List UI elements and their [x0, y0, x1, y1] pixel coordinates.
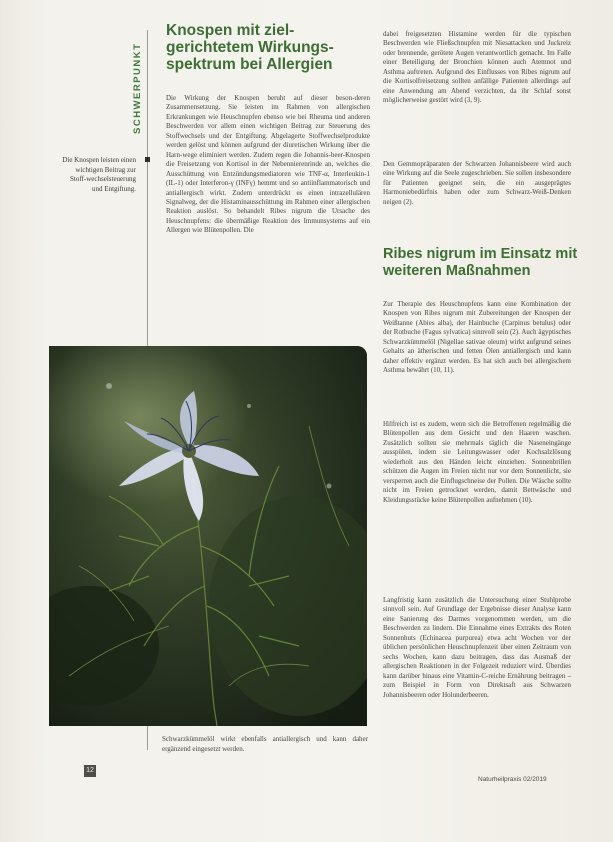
- column2-paragraph-2: Den Gemmopräparaten der Schwarzen Johannisbeere wird auch eine Wirkung auf die Seele zugeschrieben. Sie sollen insbesondere für Patienten geeignet sein, die ein ausgeprägtes Harmoniebedürfnis haben oder zum Schwarz-Weiß-Denken neigen (2).: [383, 160, 571, 206]
- magazine-footer: Naturheilpraxis 02/2019: [478, 776, 547, 783]
- column1-body: Die Wirkung der Knospen beruht auf dieser beson-deren Zusammensetzung. Sie leisten im Rahmen von allergischen Erkrankungen wie Heuschnupfen ebenso wie bei Rheuma und anderen Beschwerden vor allem einen wichtigen Beitrag zur Steuerung des Stoffwechsels und der Entgiftung. Abgelagerte Stoffwechselprodukte werden gelöst und können aufgrund der diuretischen Wirkung über die Harn-wege eliminiert werden. Zudem regen die Johannis-beer-Knospen die Freisetzung von Kortisol in der Nebennierenrinde an, welches die Ausschüttung von Entzündungsmediatoren wie TNF-α, Interleukin-1 (IL-1) oder Interferon-γ (INFγ) hemmt und so antiinflammatorisch und antiallergisch wirkt. Zudem unterdrückt es einen intrazellulären Signalweg, der die Histaminausschüttung im Rahmen einer allergischen Reaktion auslöst. So behandelt Ribes nigrum die Ursache des Heuschnupfens: die übermäßige Reaktion des Immunsystems auf ein Allergen wie Blütenpollen. Die: [166, 94, 370, 235]
- nigella-flower-photo: [49, 346, 367, 726]
- headline: Knospen mit ziel-gerichtetem Wirkungs-spektrum bei Allergien: [166, 22, 334, 73]
- subheading: Ribes nigrum im Einsatz mit weiteren Maßnahmen: [383, 246, 578, 279]
- column2-paragraph-3: Zur Therapie des Heuschnupfens kann eine Kombination der Knospen von Ribes nigrum mit Zubereitungen der Knospen der Weißtanne (Abies alba), der Hainbuche (Carpinus betulus) oder der Rotbuche (Fagus sylvatica) sinnvoll sein (2). Auch ägyptisches Schwarzkümmelöl (Nigellae sativae oleum) wirkt aufgrund seines Gehalts an ätherischen und fetten Ölen antiallergisch und kann daher effektiv ergänzt werden. Es hat sich auch bei allergischem Asthma bewährt (10, 11).: [383, 300, 571, 375]
- photo-caption: Schwarzkümmelöl wirkt ebenfalls antiallergisch und kann daher ergänzend eingesetzt werden.: [162, 735, 368, 753]
- sidenote-bullet: [145, 157, 150, 162]
- sidenote: Die Knospen leisten einen wichtigen Beitrag zur Stoff-wechselsteuerung und Entgiftung.: [62, 156, 136, 193]
- column2-paragraph-4: Hilfreich ist es zudem, wenn sich die Betroffenen regelmäßig die Blütenpollen aus dem Gesicht und den Haaren waschen. Zusätzlich sollten sie mehrmals täglich die Naseneingänge ausspülen, indem sie Leitungswasser oder Kochsalzlösung wiederholt aus den Händen leicht einziehen. Sonnenbrillen schützen die Augen im Freien nicht nur vor dem Sonnenlicht, sie versperren auch die Einflugschneise der Pollen. Die Wäsche sollte nicht im Freien getrocknet werden, damit Bettwäsche und Kleidungsstücke keine Blütenpollen aufnehmen (10).: [383, 420, 571, 504]
- section-label: SCHWERPUNKT: [132, 42, 143, 134]
- column2-paragraph-1: dabei freigesetzten Histamine werden für die typischen Beschwerden wie Fließschnupfen mit Niesattacken und Juckreiz oder brennende, gerötete Augen verantwortlich gemacht. Im Falle einer Beteiligung der Bronchien können auch Atemnot und Asthma auftreten. Aufgrund des Einflusses von Ribes nigrum auf die Kortisolfreisetzung sollten anfällige Patienten allerdings auf eine Anwendung am Abend verzichten, da ihr Schlaf sonst möglicherweise gestört wird (3, 9).: [383, 30, 571, 105]
- flower-illustration: [49, 346, 367, 726]
- column2-paragraph-5: Langfristig kann zusätzlich die Untersuchung einer Stuhlprobe sinnvoll sein. Auf Grundlage der Ergebnisse dieser Analyse kann eine Sanierung des Darmes vorgenommen werden, um die Beschwerden zu lindern. Die Einnahme eines Extrakts des Roten Sonnenhuts (Echinacea purpurea) etwa acht Wochen vor der üblichen persönlichen Heuschnupfenzeit über einen Zeitraum von sechs Wochen, kann dazu beitragen, dass das Ausmaß der allergischen Reaktionen in der Folgezeit reduziert wird. Überdies kann darüber hinaus eine Vitamin-C-reiche Ernährung beitragen – zum Beispiel in Form von Direktsaft aus Schwarzen Johannisbeeren oder Holunderbeeren.: [383, 596, 571, 699]
- page-number: 12: [84, 765, 96, 777]
